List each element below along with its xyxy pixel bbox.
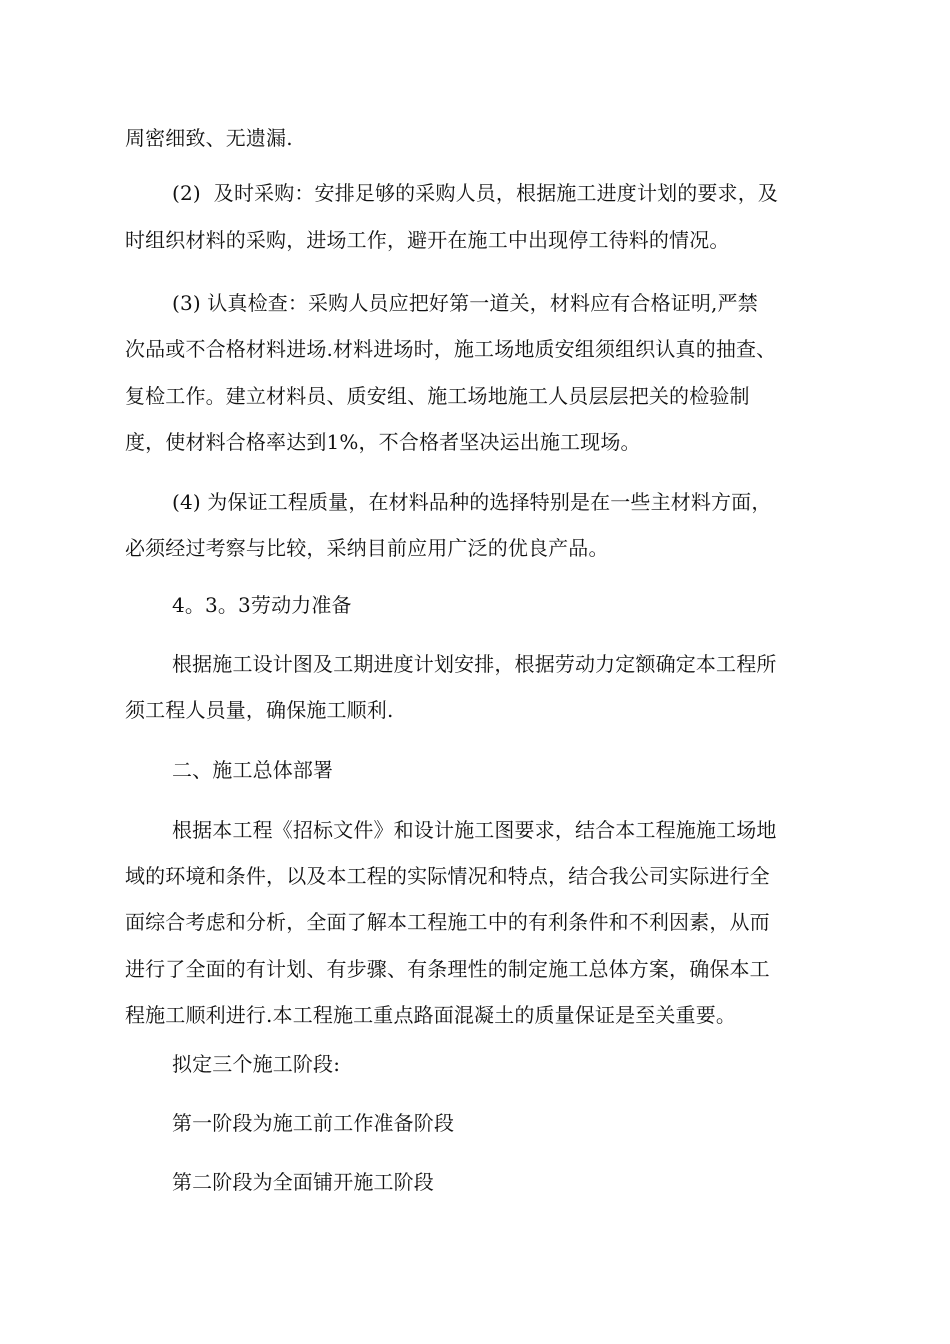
paragraph-line: 程施工顺利进行.本工程施工重点路面混凝土的质量保证是至关重要。 <box>125 1003 737 1027</box>
paragraph-line: 须工程人员量，确保施工顺利. <box>125 698 394 722</box>
paragraph-line: 根据施工设计图及工期进度计划安排，根据劳动力定额确定本工程所 <box>172 652 777 676</box>
paragraph-line: 面综合考虑和分析，全面了解本工程施工中的有利条件和不利因素，从而 <box>125 910 770 934</box>
paragraph-line: 拟定三个施工阶段: <box>172 1052 341 1076</box>
section-heading: 4。3。3劳动力准备 <box>172 593 352 617</box>
paragraph-line: (2) 及时采购：安排足够的采购人员，根据施工进度计划的要求，及 <box>172 181 778 205</box>
paragraph-line: (4) 为保证工程质量，在材料品种的选择特别是在一些主材料方面， <box>172 490 772 514</box>
paragraph-line: (3) 认真检查：采购人员应把好第一道关，材料应有合格证明,严禁 <box>172 291 758 315</box>
paragraph-line: 第二阶段为全面铺开施工阶段 <box>172 1170 434 1194</box>
paragraph-line: 度，使材料合格率达到1%，不合格者坚决运出施工现场。 <box>125 430 641 454</box>
paragraph-line: 进行了全面的有计划、有步骤、有条理性的制定施工总体方案，确保本工 <box>125 957 770 981</box>
paragraph-line: 复检工作。建立材料员、质安组、施工场地施工人员层层把关的检验制 <box>125 384 750 408</box>
paragraph-line: 域的环境和条件，以及本工程的实际情况和特点，结合我公司实际进行全 <box>125 864 770 888</box>
paragraph-line: 时组织材料的采购，进场工作，避开在施工中出现停工待料的情况。 <box>125 228 730 252</box>
paragraph-line: 周密细致、无遗漏. <box>125 126 293 150</box>
section-heading: 二、施工总体部署 <box>172 758 334 782</box>
paragraph-line: 次品或不合格材料进场.材料进场时，施工场地质安组须组织认真的抽查、 <box>125 337 777 361</box>
paragraph-line: 必须经过考察与比较，采纳目前应用广泛的优良产品。 <box>125 536 609 560</box>
paragraph-line: 根据本工程《招标文件》和设计施工图要求，结合本工程施施工场地 <box>172 818 777 842</box>
paragraph-line: 第一阶段为施工前工作准备阶段 <box>172 1111 455 1135</box>
